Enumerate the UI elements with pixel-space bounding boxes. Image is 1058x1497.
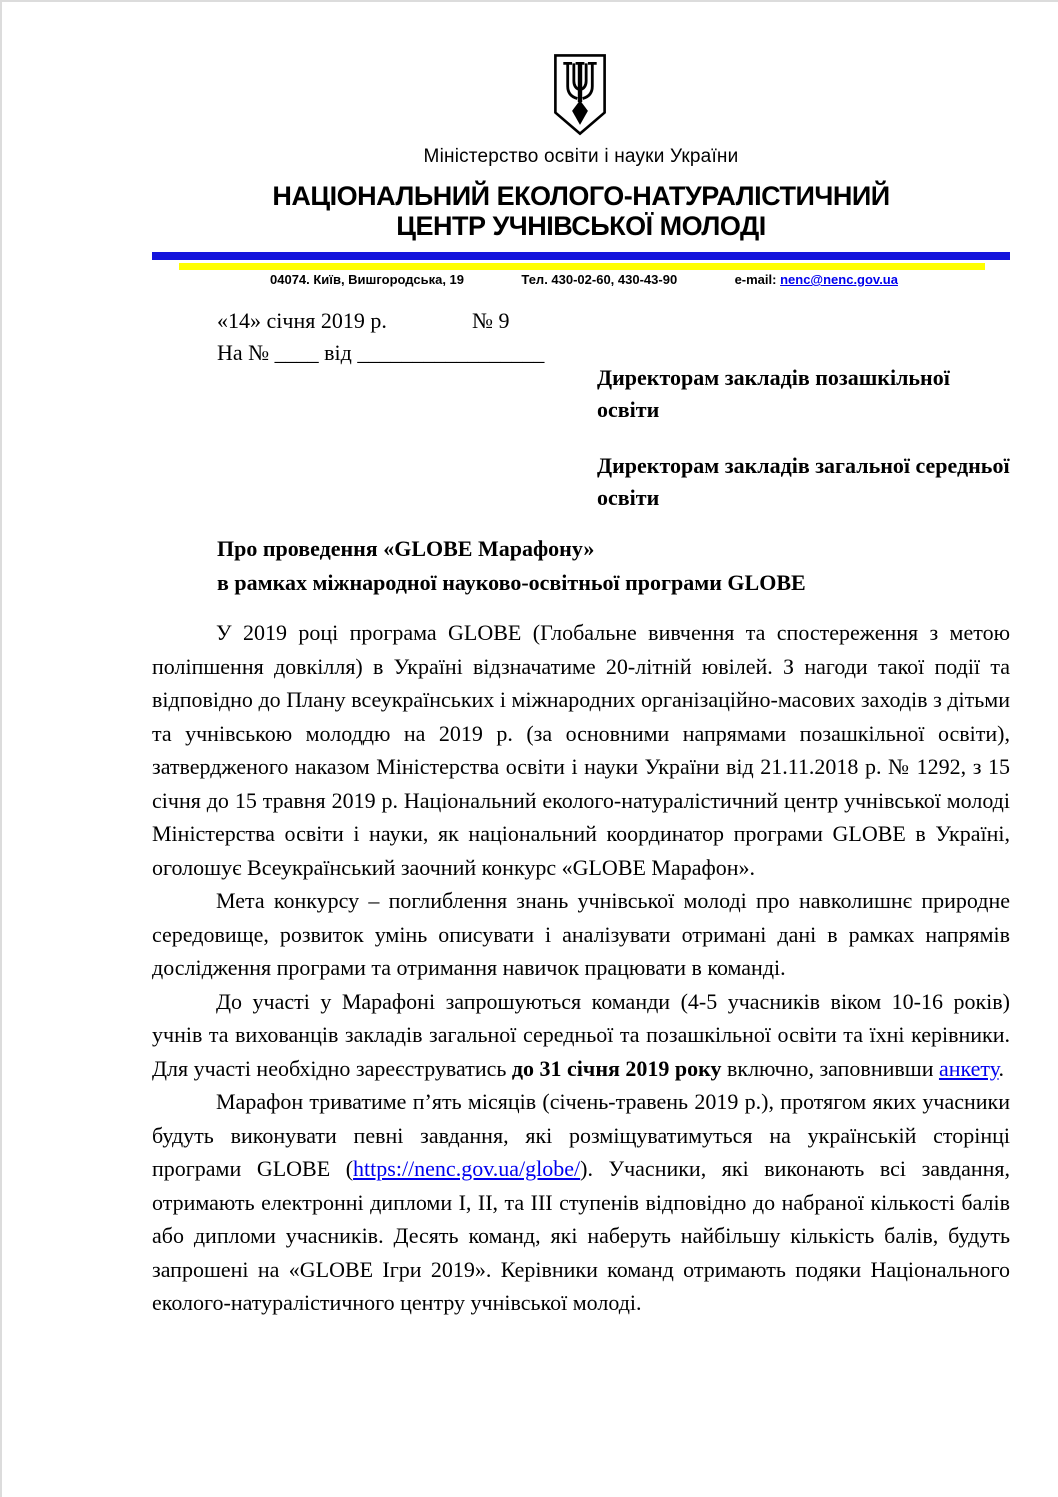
letter-body [152, 616, 1010, 1320]
reference-block [217, 305, 544, 369]
recipient-secondary: Директорам закладів загальної середньої освіти [597, 453, 1010, 510]
text-run: включно, заповнивши [721, 1055, 939, 1081]
letter-date: «14» січня 2019 р. [217, 308, 387, 333]
organization-name-line1: НАЦІОНАЛЬНИЙ ЕКОЛОГО-НАТУРАЛІСТИЧНИЙ [272, 181, 890, 211]
email-label: e-mail: [734, 272, 781, 287]
text-run: Марафон триватиме п’ять місяців (січень-травень 2019 р.), протягом яких учасники будуть виконувати певні завдання, які розміщуватимуться на українській сторінці програми GLOBE ( [152, 1089, 1010, 1181]
ukraine-trident-logo [551, 52, 609, 138]
body-paragraph [152, 616, 1010, 884]
subject-block [217, 532, 937, 600]
recipient-outschool: Директорам закладів позашкільної освіти [597, 365, 950, 422]
org-phone: Тел. 430-02-60, 430-43-90 [521, 272, 678, 287]
body-paragraph [152, 884, 1010, 985]
inline-link[interactable]: анкету [938, 1055, 999, 1081]
inline-link[interactable]: https://nenc.gov.ua/globe/ [353, 1156, 581, 1181]
body-paragraph [152, 985, 1010, 1086]
reference-line [217, 305, 544, 337]
text-run: До участі у Марафоні запрошуються команди (4-5 учасників віком 10-16 років) учнів та вихованців закладів загальної середньої та позашкільної освіти та їхні керівники. Для участі необхідно зареєструватись [152, 988, 1010, 1081]
email-link[interactable]: nenc@nenc.gov.ua [780, 272, 898, 287]
org-address: 04074. Київ, Вишгородська, 19 [270, 272, 465, 287]
divider-blue [152, 252, 1010, 260]
text-run: Мета конкурсу – поглиблення знань учнівської молоді про навколишнє природне середовище, розвиток умінь описувати і аналізувати отримані дані в рамках напрямів дослідження програми та отримання навичок працювати в команді. [152, 888, 1010, 980]
divider-yellow [179, 263, 985, 270]
recipients-block [597, 362, 1012, 514]
trident-icon [551, 52, 609, 138]
organization-name [152, 181, 1010, 241]
text-run: . [998, 1055, 1005, 1081]
org-email [735, 272, 898, 287]
ministry-name: Міністерство освіти і науки України [423, 146, 739, 167]
subject-line1: Про проведення «GLOBE Марафону» [217, 536, 595, 561]
text-run: У 2019 році програма GLOBE (Глобальне вивчення та спостереження з метою поліпшення довкілля) в Україні відзначатиме 20-літній ювілей. З нагоди такої події та відповідно до Плану всеукраїнських і міжнародних організаційно-масових заходів з дітьми та учнівською молоддю на 2019 р. (за основними напрямами позашкільної освіти), затвердженого наказом Міністерства освіти і науки України від 21.11.2018 р. № 1292, з 15 січня до 15 травня 2019 р. Національний еколого-натуралістичний центр учнівської молоді Міністерства освіти і науки, як національний координатор програми GLOBE в Україні, оголошує Всеукраїнський заочний конкурс «GLOBE Марафон». [152, 620, 1010, 880]
text-run: ). Учасники, які виконають всі завдання, отримають електронні дипломи I, II, та III ступенів відповідно до набраної кількості балів або дипломи учасників. Десять команд, які наберуть найбільшу кількість балів, будуть запрошені на «GLOBE Ігри 2019». Керівники команд отримають подяки Національного еколого-натуралістичного центру учнівської молоді. [152, 1156, 1010, 1315]
letter-number: № 9 [472, 308, 510, 333]
organization-name-line2: ЦЕНТР УЧНІВСЬКОЇ МОЛОДІ [396, 211, 766, 241]
contact-line [152, 272, 1010, 287]
body-paragraph [152, 1085, 1010, 1320]
subject-line2: в рамках міжнародної науково-освітньої програми GLOBE [217, 570, 806, 595]
reply-reference: На № ____ від _________________ [217, 340, 545, 365]
bold-text-run: до 31 січня 2019 року [511, 1055, 722, 1081]
